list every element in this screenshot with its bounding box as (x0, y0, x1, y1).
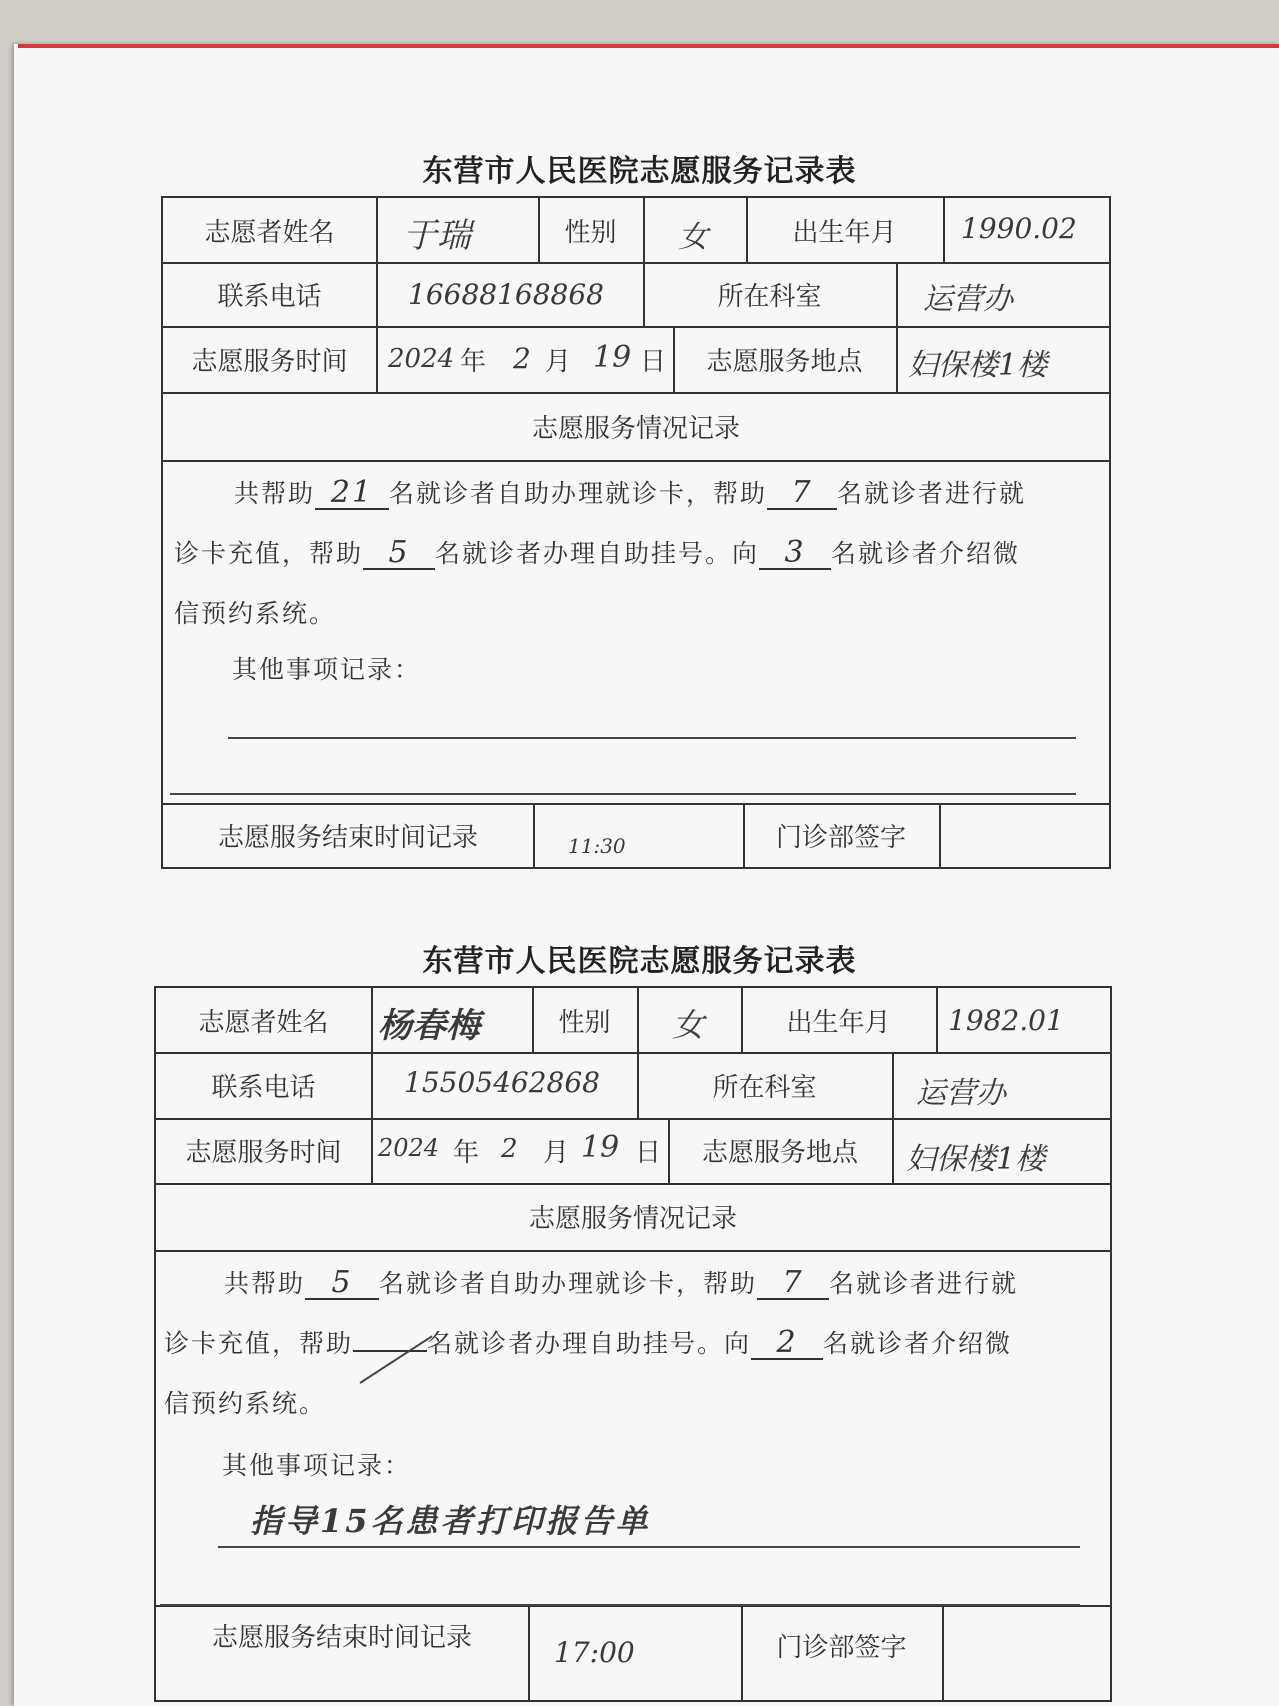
blank-recharge-count: 7 (757, 1268, 829, 1300)
value-day: 19 (593, 340, 632, 375)
value-department: 运营办 (923, 282, 1013, 317)
form-title: 东营市人民医院志愿服务记录表 (422, 944, 857, 979)
label-service-place: 志愿服务地点 (701, 1138, 858, 1168)
label-month: 月 (542, 1138, 569, 1168)
label-year: 年 (452, 1138, 479, 1168)
label-signature: 门诊部签字 (775, 822, 906, 853)
paragraph-line-1: 共帮助 5 名就诊者自助办理就诊卡，帮助 7 名就诊者进行就 (224, 1265, 1019, 1300)
paragraph-line-3: 信预约系统。 (164, 1389, 327, 1418)
paragraph-line-1: 共帮助 21 名就诊者自助办理就诊卡，帮助 7 名就诊者进行就 (234, 475, 1027, 510)
value-end-time: 11:30 (568, 834, 626, 858)
notes-line-2 (160, 1604, 1080, 1606)
blank-register-count (353, 1350, 427, 1352)
value-birth: 1982.01 (948, 1004, 1064, 1037)
value-day: 19 (581, 1130, 620, 1165)
value-name: 于瑞 (403, 216, 471, 256)
other-notes-label: 其他事项记录： (222, 1451, 412, 1480)
value-phone: 16688168868 (408, 278, 604, 311)
value-department: 运营办 (916, 1076, 1006, 1111)
record-header: 志愿服务情况记录 (528, 1204, 737, 1234)
label-phone: 联系电话 (217, 281, 322, 312)
value-month: 2 (513, 342, 531, 375)
value-birth: 1990.02 (961, 212, 1077, 245)
label-gender: 性别 (558, 1007, 611, 1038)
label-day: 日 (639, 346, 666, 377)
label-name: 志愿者姓名 (198, 1007, 329, 1038)
blank-register-count: 5 (363, 538, 435, 570)
other-notes-label: 其他事项记录： (232, 655, 422, 684)
value-year: 2024 (378, 1134, 440, 1162)
notes-line-1 (218, 1546, 1080, 1548)
label-gender: 性别 (564, 217, 617, 248)
form-title: 东营市人民医院志愿服务记录表 (422, 154, 857, 189)
value-place: 妇保楼1楼 (906, 1142, 1046, 1177)
label-service-time: 志愿服务时间 (191, 346, 348, 377)
blank-recharge-count: 7 (767, 478, 837, 510)
paragraph-line-2: 诊卡充值，帮助 名就诊者办理自助挂号。向 2 名就诊者介绍微 (164, 1325, 1013, 1360)
label-name: 志愿者姓名 (204, 217, 335, 248)
label-department: 所在科室 (717, 281, 822, 312)
label-phone: 联系电话 (211, 1072, 316, 1103)
label-birth: 出生年月 (786, 1007, 891, 1038)
label-signature: 门诊部签字 (776, 1632, 907, 1663)
label-year: 年 (459, 346, 486, 377)
blank-wechat-count: 2 (751, 1328, 823, 1360)
record-header: 志愿服务情况记录 (531, 413, 740, 444)
paragraph-line-2: 诊卡充值，帮助 5 名就诊者办理自助挂号。向 3 名就诊者介绍微 (174, 535, 1021, 570)
blank-card-count: 5 (305, 1268, 379, 1300)
value-phone: 15505462868 (404, 1066, 600, 1099)
blank-card-count: 21 (315, 478, 389, 510)
paragraph-line-3: 信预约系统。 (174, 599, 337, 628)
value-gender: 女 (672, 1006, 705, 1044)
value-name: 杨春梅 (378, 1006, 480, 1046)
label-end-time: 志愿服务结束时间记录 (217, 822, 478, 853)
label-end-time: 志愿服务结束时间记录 (211, 1622, 472, 1653)
label-day: 日 (634, 1138, 661, 1168)
label-birth: 出生年月 (792, 217, 897, 248)
blank-wechat-count: 3 (759, 538, 831, 570)
value-month: 2 (501, 1134, 518, 1164)
value-place: 妇保楼1楼 (908, 348, 1048, 383)
value-end-time: 17:00 (554, 1636, 635, 1669)
value-gender: 女 (678, 220, 708, 255)
other-notes-value: 指导15名患者打印报告单 (250, 1502, 651, 1540)
label-department: 所在科室 (712, 1072, 817, 1103)
label-service-place: 志愿服务地点 (706, 346, 863, 377)
label-month: 月 (544, 346, 571, 377)
label-service-time: 志愿服务时间 (185, 1138, 342, 1168)
value-year: 2024 (388, 344, 455, 374)
